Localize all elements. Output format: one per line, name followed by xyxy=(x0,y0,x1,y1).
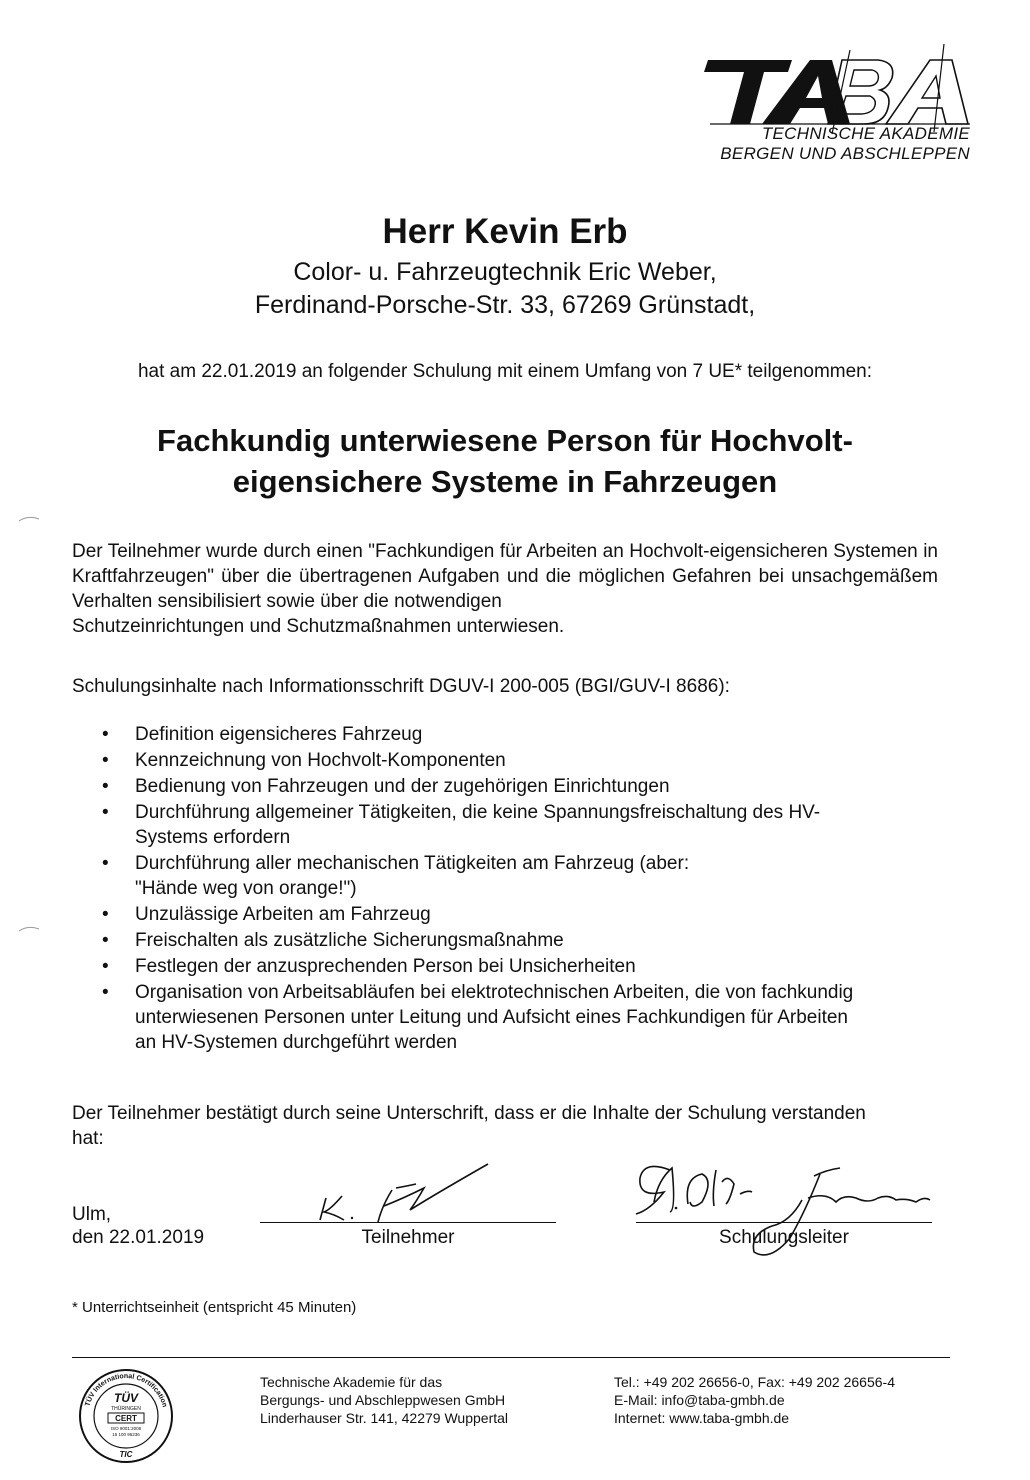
bullet-icon: • xyxy=(102,930,109,951)
bullet-icon: • xyxy=(102,982,109,1003)
logo-line-2: BERGEN UND ABSCHLEPPEN xyxy=(720,144,970,163)
seal-bottom: TIC xyxy=(119,1450,133,1459)
course-title-line-1: Fachkundig unterwiesene Person für Hochvolt- xyxy=(157,423,853,458)
list-item-text: Unzulässige Arbeiten am Fahrzeug xyxy=(135,904,431,925)
description-last-line: Schutzeinrichtungen und Schutzmaßnahmen unterwiesen. xyxy=(72,616,565,637)
description-main: Der Teilnehmer wurde durch einen "Fachkundigen für Arbeiten an Hochvolt-eigensicheren Systemen in Kraftfahrzeugen" über die übertragenen Aufgaben und die möglichen Gefahren bei unsachgemäßem Verhalten sensibilisiert sowie über die notwendigen xyxy=(72,541,938,612)
confirmation-text: Der Teilnehmer bestätigt durch seine Unterschrift, dass er die Inhalte der Schulung verstanden hat: xyxy=(72,1103,866,1149)
seal-ring-text: TÜV International Certification xyxy=(84,1372,168,1409)
list-item xyxy=(72,748,932,773)
recipient-company: Color- u. Fahrzeugtechnik Eric Weber, xyxy=(293,258,717,286)
list-item xyxy=(72,928,932,953)
recipient-name: Herr Kevin Erb xyxy=(382,212,628,251)
list-item-text: Festlegen der anzusprechenden Person bei Unsicherheiten xyxy=(135,956,636,977)
intro-text: hat am 22.01.2019 an folgender Schulung mit einem Umfang von 7 UE* teilgenommen: xyxy=(137,361,873,382)
footer-org-line-2: Bergungs- und Abschleppwesen GmbH xyxy=(260,1392,506,1408)
trainer-label: Schulungsleiter xyxy=(719,1227,849,1248)
list-item xyxy=(72,954,932,979)
seal-cert: CERT xyxy=(115,1414,137,1423)
list-item-text: Kennzeichnung von Hochvolt-Komponenten xyxy=(135,750,506,771)
participant-signature-line xyxy=(260,1222,556,1223)
bullet-icon: • xyxy=(102,724,109,745)
logo-line-1: TECHNISCHE AKADEMIE xyxy=(761,124,970,143)
participant-label: Teilnehmer xyxy=(361,1227,455,1248)
footer-organisation xyxy=(260,1373,508,1427)
footer-email[interactable]: E-Mail: info@taba-gmbh.de xyxy=(614,1392,785,1408)
footer-org-line-3: Linderhauser Str. 141, 42279 Wuppertal xyxy=(260,1410,509,1426)
seal-iso-2: 15 100 96236 xyxy=(112,1432,140,1437)
footer-divider xyxy=(72,1357,950,1358)
bullet-icon: • xyxy=(102,750,109,771)
scan-mark xyxy=(18,515,40,523)
list-item xyxy=(72,722,932,747)
bullet-icon: • xyxy=(102,853,109,874)
contents-heading: Schulungsinhalte nach Informationsschrift DGUV-I 200-005 (BGI/GUV-I 8686): xyxy=(72,676,730,697)
seal-iso-1: ISO 9001:2008 xyxy=(110,1426,142,1431)
bullet-icon: • xyxy=(102,956,109,977)
list-item xyxy=(72,851,932,901)
bullet-icon: • xyxy=(102,904,109,925)
footer-org-line-1: Technische Akademie für das xyxy=(260,1374,443,1390)
signature-date: den 22.01.2019 xyxy=(72,1227,205,1248)
trainer-signature xyxy=(630,1140,950,1270)
footer-phone: Tel.: +49 202 26656-0, Fax: +49 202 26656-4 xyxy=(614,1374,895,1390)
scan-mark xyxy=(18,925,40,933)
list-item-text: Definition eigensicheres Fahrzeug xyxy=(135,724,423,745)
seal-region: THÜRINGEN xyxy=(111,1406,141,1412)
contents-list xyxy=(72,722,932,1056)
list-item xyxy=(72,774,932,799)
description-paragraph xyxy=(72,539,938,639)
taba-logo xyxy=(700,42,980,172)
list-item-text: Bedienung von Fahrzeugen und der zugehörigen Einrichtungen xyxy=(135,776,670,797)
trainer-signature-line xyxy=(636,1222,932,1223)
course-title-line-2: eigensichere Systeme in Fahrzeugen xyxy=(232,464,778,499)
list-item-text: Durchführung aller mechanischen Tätigkeiten am Fahrzeug (aber: "Hände weg von orange!") xyxy=(135,853,690,899)
tuv-certification-seal xyxy=(78,1368,174,1464)
taba-logo-mark xyxy=(700,42,980,137)
list-item-text: Organisation von Arbeitsabläufen bei elektrotechnischen Arbeiten, die von fachkundig unterwiesenen Personen unter Leitung und Aufsicht eines Fachkundigen für Arbeiten an HV-Systemen durchgeführt werden xyxy=(135,982,854,1053)
list-item xyxy=(72,800,932,850)
list-item xyxy=(72,980,932,1055)
footnote: * Unterrichtseinheit (entspricht 45 Minuten) xyxy=(72,1299,357,1316)
list-item xyxy=(72,902,932,927)
bullet-icon: • xyxy=(102,802,109,823)
signature-place: Ulm, xyxy=(72,1204,112,1225)
bullet-icon: • xyxy=(102,776,109,797)
list-item-text: Freischalten als zusätzliche Sicherungsmaßnahme xyxy=(135,930,564,951)
recipient-address: Ferdinand-Porsche-Str. 33, 67269 Grünstadt, xyxy=(254,291,756,319)
footer-website[interactable]: Internet: www.taba-gmbh.de xyxy=(614,1410,790,1426)
seal-brand: TÜV xyxy=(114,1391,138,1405)
participant-signature xyxy=(312,1158,512,1228)
footer-contact xyxy=(614,1373,895,1427)
list-item-text: Durchführung allgemeiner Tätigkeiten, die keine Spannungsfreischaltung des HV-Systems erfordern xyxy=(135,802,821,848)
